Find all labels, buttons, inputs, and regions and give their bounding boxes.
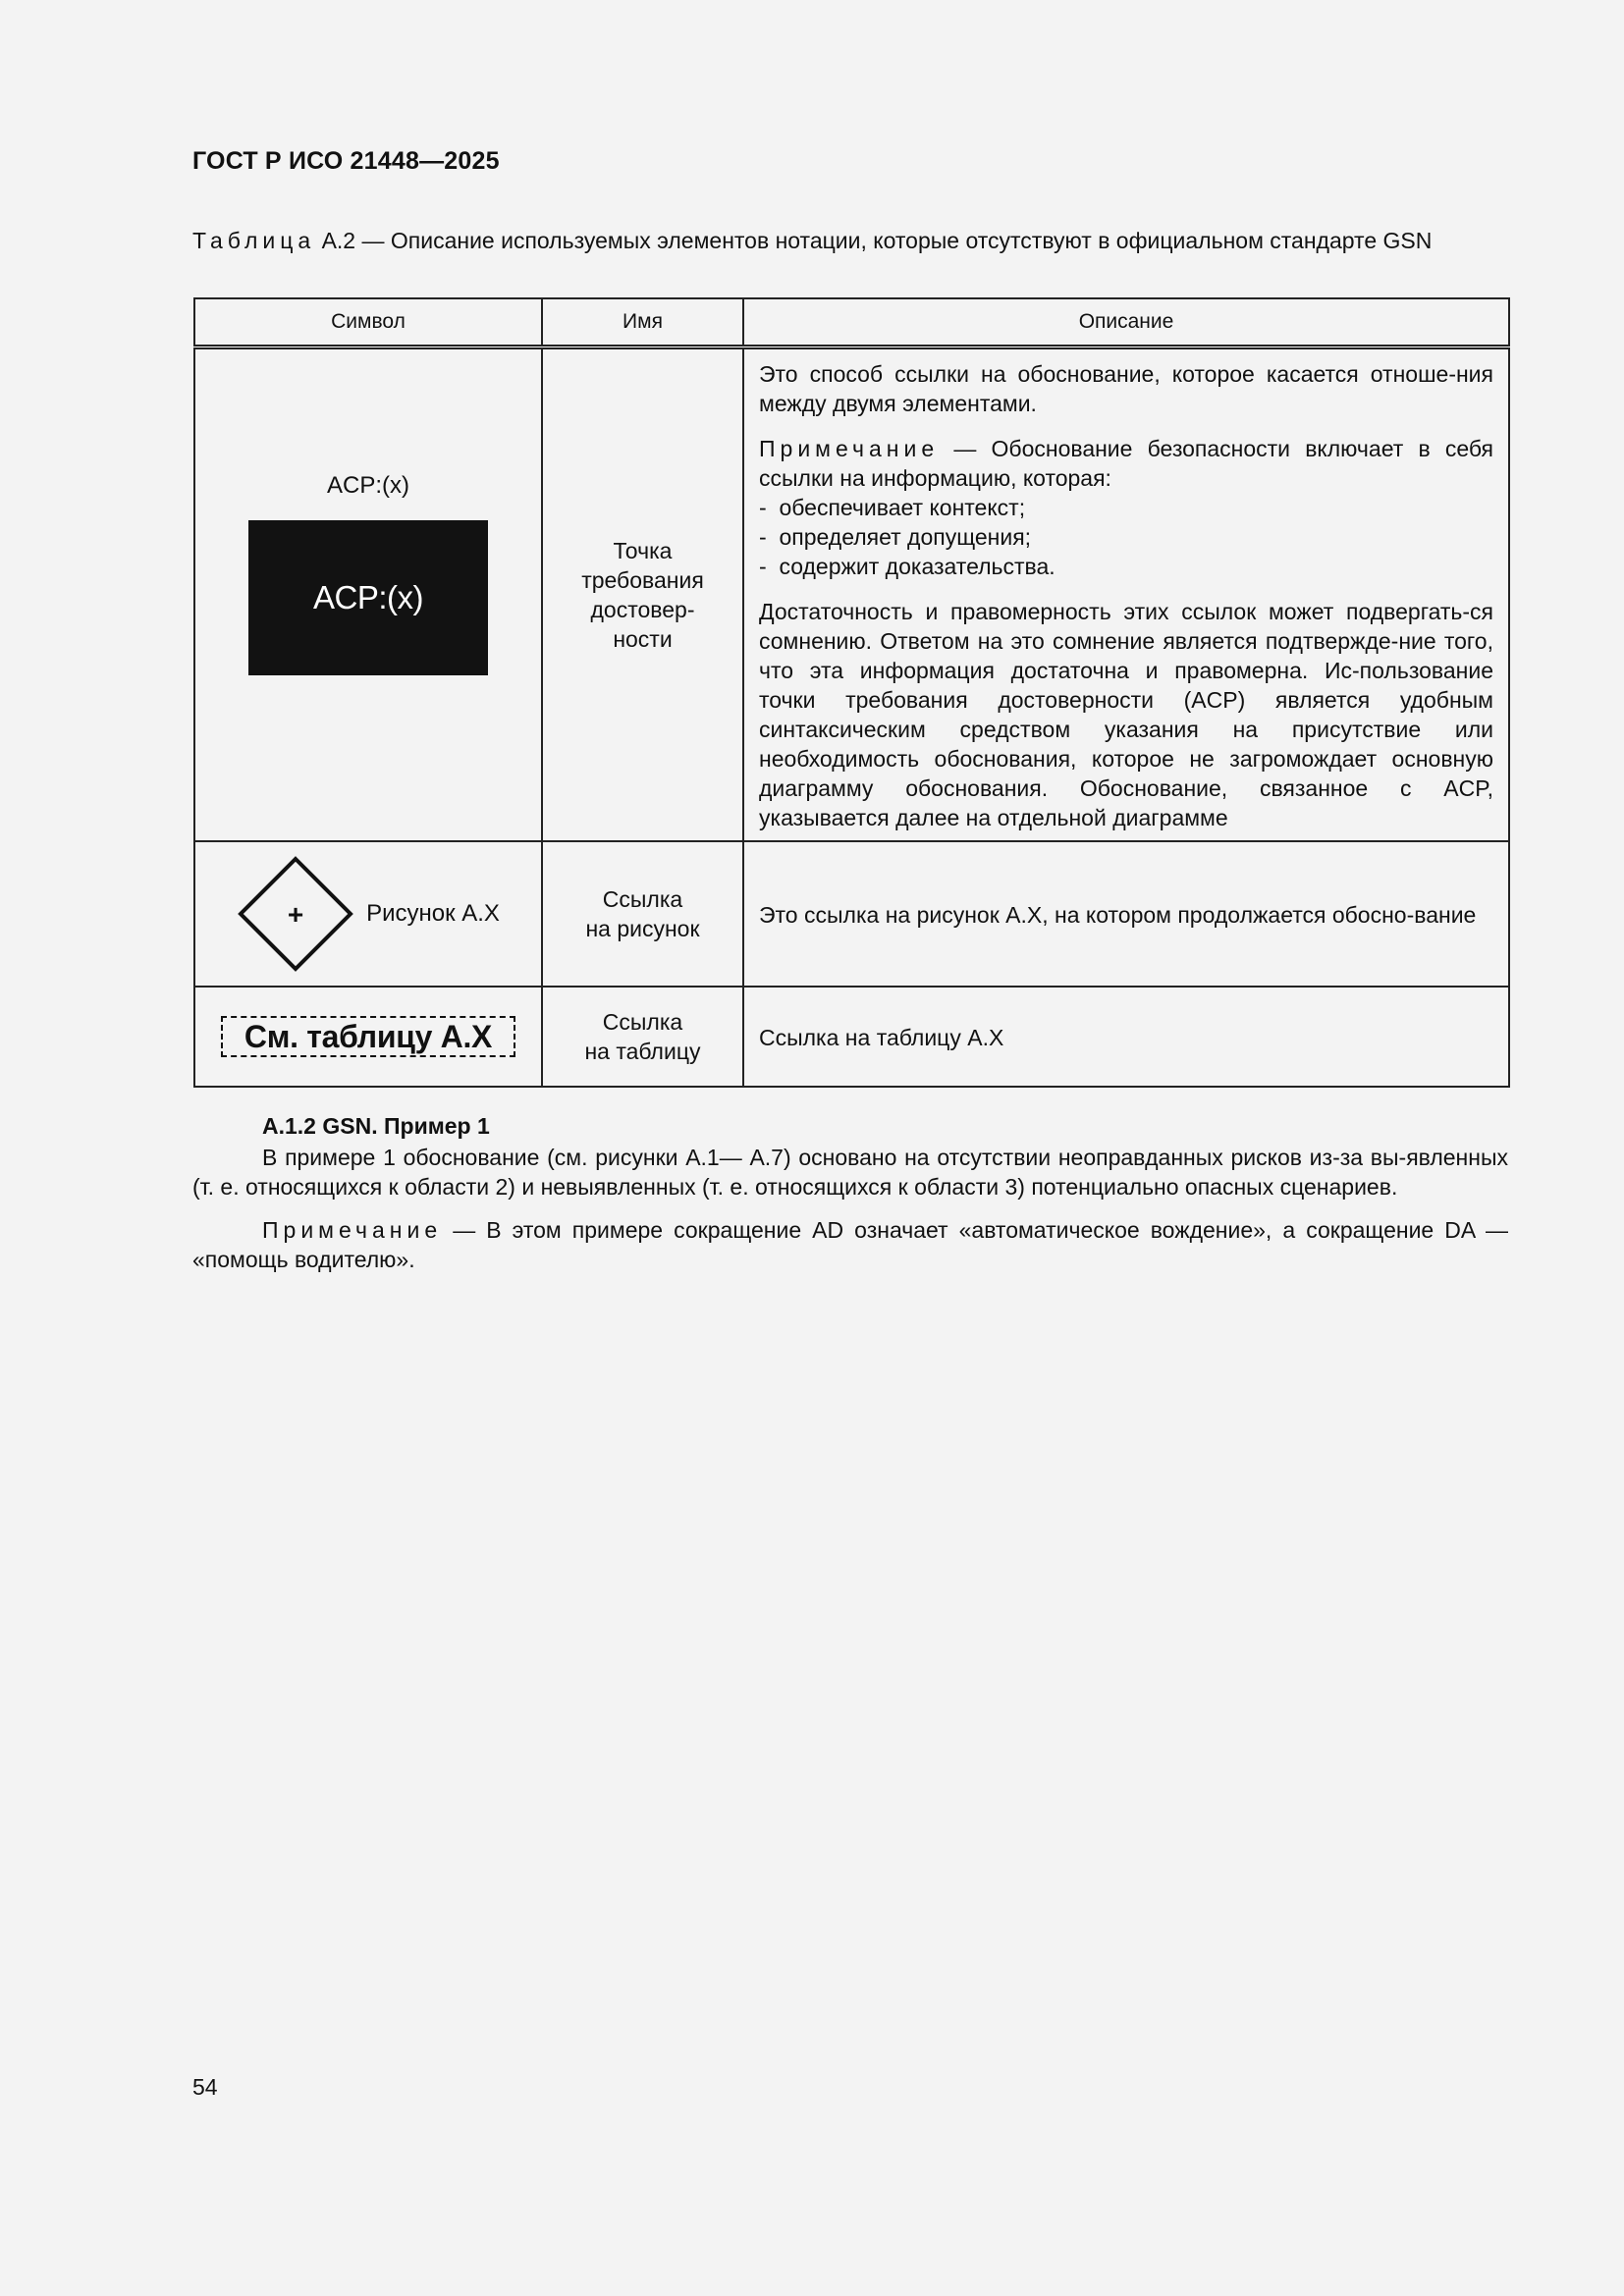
note-text: — Обоснование безопасности включает в себя ссылки на информацию, которая: xyxy=(759,436,1493,491)
caption-prefix: Таблица xyxy=(192,228,316,253)
acp-name-cell xyxy=(542,347,743,842)
page-number: 54 xyxy=(192,2074,218,2100)
diamond-plus-sign: + xyxy=(287,899,304,930)
document-header: ГОСТ Р ИСО 21448—2025 xyxy=(192,147,500,175)
figure-ref-name-line1: Ссылка xyxy=(602,886,683,912)
section-note-prefix: Примечание xyxy=(262,1217,443,1243)
notation-table xyxy=(193,297,1510,1088)
note-list xyxy=(759,493,1493,581)
figure-ref-description-cell xyxy=(743,841,1509,987)
column-header-symbol: Символ xyxy=(194,298,542,347)
figure-ref-symbol xyxy=(195,842,541,986)
table-header-row xyxy=(194,298,1509,347)
table-row xyxy=(194,347,1509,842)
table-ref-description-cell xyxy=(743,987,1509,1087)
list-item: - обеспечивает контекст; xyxy=(759,493,1493,522)
section-paragraph: В примере 1 обоснование (см. рисунки А.1— А.7) основано на отсутствии неоправданных рисков из-за вы-явленных (т. е. относящихся к области 2) и невыявленных (т. е. относящихся к области 3) потенциально опасных сценариев. xyxy=(192,1145,1508,1200)
acp-name xyxy=(569,536,717,654)
table-ref-symbol xyxy=(195,988,541,1086)
acp-description-cell xyxy=(743,347,1509,842)
column-header-description: Описание xyxy=(743,298,1509,347)
column-header-name: Имя xyxy=(542,298,743,347)
table-ref-name-line2: на таблицу xyxy=(584,1039,701,1064)
diamond-plus-icon xyxy=(237,855,354,973)
section-title: А.1.2 GSN. Пример 1 xyxy=(262,1113,490,1139)
table-ref-symbol-cell xyxy=(194,987,542,1087)
acp-symbol-cell xyxy=(194,347,542,842)
caption-text: А.2 — Описание используемых элементов нотации, которые отсутствуют в официальном стандарте GSN xyxy=(321,228,1433,253)
acp-desc-main: Достаточность и правомерность этих ссылок может подвергать-ся сомнению. Ответом на это сомнение является подтвержде-ние того, что эта информация достаточна и правомерна. Ис-пользование точки требования достоверности (ACP) является удобным синтаксическим средством указания на присутствие или необходимость обоснования, которое не загромождает основную диаграмму обоснования. Обоснование, связанное с ACP, указывается далее на отдельной диаграмме xyxy=(759,599,1493,830)
section-note-text: — В этом примере сокращение AD означает «автоматическое вождение», а сокращение DA — «помощь водителю». xyxy=(192,1217,1508,1272)
table-ref-name-line1: Ссылка xyxy=(602,1009,683,1035)
figure-ref-symbol-label: Рисунок А.X xyxy=(366,900,500,927)
table-row xyxy=(194,987,1509,1087)
note-prefix: Примечание xyxy=(759,436,940,461)
figure-ref-name-cell xyxy=(542,841,743,987)
table-caption xyxy=(192,226,1508,255)
section-note xyxy=(192,1215,1508,1274)
acp-symbol-box: ACP:(x) xyxy=(248,520,488,675)
table-ref-name-cell xyxy=(542,987,743,1087)
acp-symbol-label: ACP:(x) xyxy=(327,472,409,499)
figure-ref-name-line2: на рисунок xyxy=(585,916,700,941)
acp-desc-note xyxy=(759,434,1493,493)
table-row xyxy=(194,841,1509,987)
list-item: - определяет допущения; xyxy=(759,522,1493,552)
acp-desc-intro: Это способ ссылки на обоснование, которое касается отноше-ния между двумя элементами. xyxy=(759,361,1493,416)
acp-name-text: Точка требования достовер-ности xyxy=(581,538,704,652)
table-ref-desc: Ссылка на таблицу А.X xyxy=(759,1025,1004,1050)
figure-ref-desc: Это ссылка на рисунок А.X, на котором продолжается обосно-вание xyxy=(759,902,1477,928)
section-body xyxy=(192,1143,1508,1274)
figure-ref-symbol-cell xyxy=(194,841,542,987)
list-item: - содержит доказательства. xyxy=(759,552,1493,581)
table-ref-dashed-box: См. таблицу А.X xyxy=(221,1016,515,1057)
